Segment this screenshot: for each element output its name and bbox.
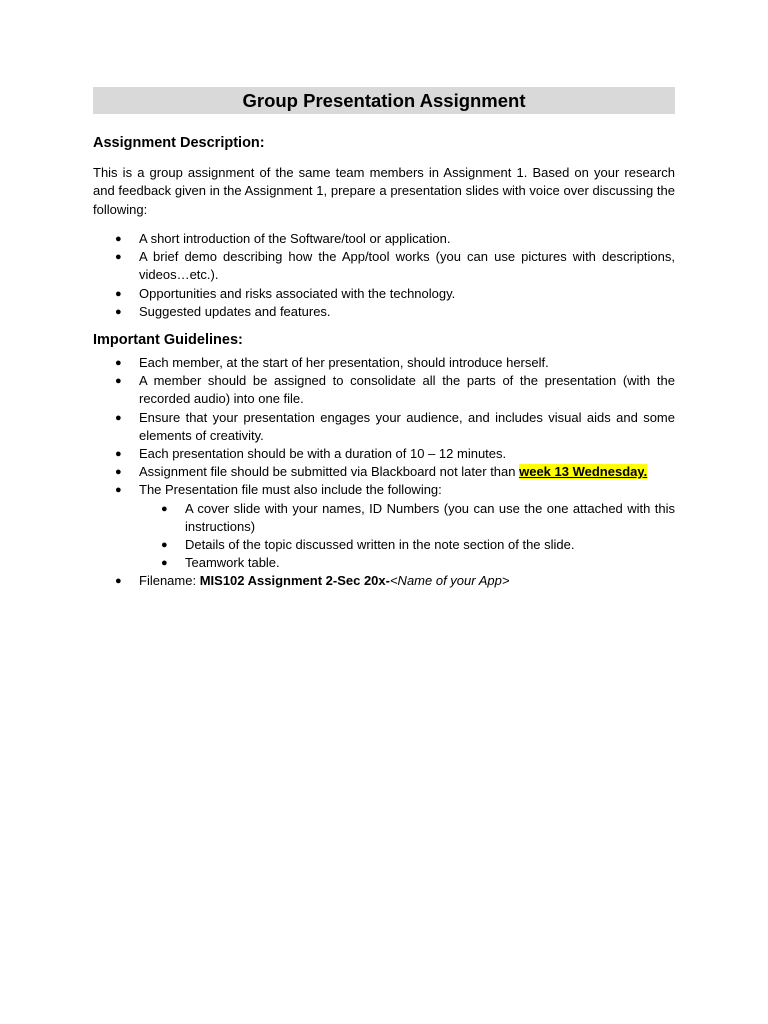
bullet-icon: ● — [115, 287, 122, 300]
filename-label: Filename: — [139, 573, 200, 589]
bullet-icon: ● — [115, 251, 122, 264]
list-item — [93, 372, 675, 408]
bullet-icon: ● — [161, 557, 168, 570]
list-item — [93, 409, 675, 445]
bullet-icon: ● — [115, 411, 122, 424]
list-item — [93, 572, 675, 590]
bullet-icon: ● — [115, 356, 122, 369]
list-item — [93, 445, 675, 463]
list-item — [93, 248, 675, 284]
list-item-text: A short introduction of the Software/tool or application. — [139, 230, 451, 246]
list-item-text: Opportunities and risks associated with the technology. — [139, 285, 456, 301]
list-item-text: Each member, at the start of her presentation, should introduce herself. — [139, 354, 549, 370]
description-paragraph: This is a group assignment of the same team members in Assignment 1. Based on your research and feedback given in the Assignment 1, prepare a presentation slides with voice over discussing the following: — [93, 165, 675, 217]
list-item — [93, 303, 675, 321]
list-item — [93, 463, 675, 481]
filename-value: MIS102 Assignment 2-Sec 20x- — [199, 573, 390, 589]
list-item — [93, 285, 675, 303]
list-item-text: The Presentation file must also include the following: — [139, 482, 442, 498]
sub-list-item-text: A cover slide with your names, ID Numbers (you can use the one attached with this instructions) — [185, 500, 675, 534]
assignment-description-heading: Assignment Description: — [93, 135, 265, 151]
submission-text: Assignment file should be submitted via Blackboard not later than — [139, 464, 520, 480]
sub-list-item-text: Teamwork table. — [185, 555, 280, 571]
list-item-text: Ensure that your presentation engages your audience, and includes visual aids and some elements of creativity. — [139, 409, 675, 443]
sub-list-item-text: Details of the topic discussed written in the note section of the slide. — [185, 536, 575, 552]
bullet-icon: ● — [161, 538, 168, 551]
list-item — [93, 230, 675, 248]
bullet-icon: ● — [161, 502, 168, 515]
presentation-requirements-list — [139, 500, 675, 573]
bullet-icon: ● — [115, 484, 122, 497]
important-guidelines-heading: Important Guidelines: — [93, 331, 243, 348]
list-item — [93, 481, 675, 572]
list-item — [93, 354, 675, 372]
list-item-text: A brief demo describing how the App/tool works (you can use pictures with descriptions, videos…etc.). — [139, 249, 675, 283]
deadline-highlight: week 13 Wednesday — [519, 464, 644, 480]
bullet-icon: ● — [115, 575, 122, 588]
bullet-icon: ● — [115, 232, 122, 245]
deadline-period: . — [643, 464, 648, 480]
sub-list-item — [139, 500, 675, 536]
bullet-icon: ● — [115, 447, 122, 460]
guidelines-list — [93, 354, 675, 591]
bullet-icon: ● — [115, 305, 122, 318]
document-page — [93, 87, 675, 591]
bullet-icon: ● — [115, 466, 122, 479]
description-list — [93, 230, 675, 321]
document-title: Group Presentation Assignment — [93, 87, 675, 114]
list-item-text: Each presentation should be with a duration of 10 – 12 minutes. — [139, 445, 507, 461]
filename-placeholder: <Name of your App> — [389, 573, 510, 589]
list-item-text: A member should be assigned to consolidate all the parts of the presentation (with the recorded audio) into one file. — [139, 373, 675, 407]
sub-list-item — [139, 536, 675, 554]
bullet-icon: ● — [115, 375, 122, 388]
list-item-text: Suggested updates and features. — [139, 303, 331, 319]
sub-list-item — [139, 554, 675, 572]
